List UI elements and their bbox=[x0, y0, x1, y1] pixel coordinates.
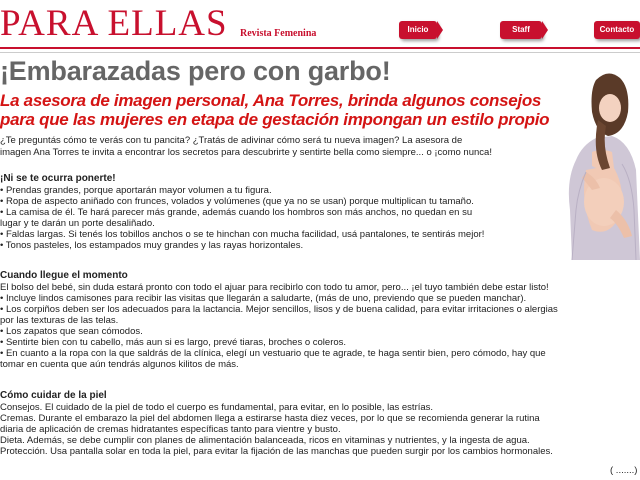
body-line: • Los corpiños deben ser los adecuados para la lactancia. Mejor sencillos, lisos y de buena calidad, para evitar irritaciones o alergias bbox=[0, 304, 558, 315]
section-body-piel bbox=[0, 402, 553, 457]
nav-staff-label: Staff bbox=[512, 25, 530, 34]
body-line: • Incluye lindos camisones para recibir las visitas que llegarán a saludarte, (más de uno, previendo que se pueden manchar). bbox=[0, 293, 527, 304]
body-line: Dieta. Además, se debe cumplir con planes de alimentación balanceada, ricos en vitaminas y nutrientes, y la ingesta de agua. bbox=[0, 435, 530, 446]
section-title-no-ponerte: ¡Ni se te ocurra ponerte! bbox=[0, 173, 116, 184]
intro-line: imagen Ana Torres te invita a encontrar los secretos para descubrirte y sentirte bella como siempre... o ¡como nunca! bbox=[0, 147, 492, 158]
nav-inicio-label: Inicio bbox=[407, 25, 429, 34]
body-line: tomar en cuenta que aún tendrás algunos kilitos de más. bbox=[0, 359, 239, 370]
article-intro bbox=[0, 135, 640, 159]
body-line: • En cuanto a la ropa con la que saldrás de la clínica, elegí un vestuario que te agrade, te haga sentir bien, pero cómodo, hay que bbox=[0, 348, 546, 359]
nav-inicio-button[interactable] bbox=[399, 21, 437, 39]
site-logo[interactable]: PARA ELLAS bbox=[0, 3, 228, 44]
body-line: Cremas. Durante el embarazo la piel del abdomen llega a estirarse hasta diez veces, por lo que se recomienda generar la rutina bbox=[0, 413, 540, 424]
body-line: diaria de aplicación de cremas hidratantes específicas tanto para vientre y busto. bbox=[0, 424, 341, 435]
article-subtitle: La asesora de imagen personal, Ana Torres, brinda algunos consejos para que las mujeres en etapa de gestación impongan un estilo propio bbox=[0, 91, 550, 129]
body-line: El bolso del bebé, sin duda estará pronto con todo el ajuar para recibirlo con todo tu amor, pero... ¡el tuyo también debe estar listo! bbox=[0, 282, 549, 293]
section-body-no-ponerte bbox=[0, 185, 484, 251]
body-line: • Ropa de aspecto aniñado con frunces, volados y volúmenes (que ya no se usan) porque multiplican tu tamaño. bbox=[0, 196, 474, 207]
article-title: ¡Embarazadas pero con garbo! bbox=[0, 56, 391, 86]
body-line: • Faldas largas. Si tenés los tobillos anchos o se te hinchan con mucha facilidad, usá pantalones, te sentirás mejor! bbox=[0, 229, 485, 240]
body-line: por las texturas de las telas. bbox=[0, 315, 119, 326]
body-line: • Tonos pasteles, los estampados muy grandes y las rayas horizontales. bbox=[0, 240, 304, 251]
header-divider-secondary bbox=[0, 52, 640, 53]
body-line: Protección. Usa pantalla solar en toda la piel, para evitar la fijación de las manchas que pueden surgir por los cambios hormonales. bbox=[0, 446, 553, 457]
section-body-momento bbox=[0, 282, 558, 370]
body-line: • La camisa de él. Te hará parecer más grande, además cuando los hombros son más anchos, no quedan en su bbox=[0, 207, 473, 218]
body-line: • Los zapatos que sean cómodos. bbox=[0, 326, 143, 337]
site-tagline: Revista Femenina bbox=[240, 28, 317, 39]
nav-contacto-label: Contacto bbox=[599, 25, 635, 34]
nav-contacto-button[interactable] bbox=[594, 21, 640, 39]
header-divider bbox=[0, 47, 640, 49]
site-header bbox=[0, 0, 640, 50]
section-title-piel: Cómo cuidar de la piel bbox=[0, 390, 107, 401]
body-line: lugar y te darán un porte desaliñado. bbox=[0, 218, 155, 229]
intro-line: ¿Te preguntás cómo te verás con tu pancita? ¿Tratás de adivinar cómo será tu nueva imagen? La asesora de bbox=[0, 135, 463, 146]
continued-marker: ( .......) bbox=[610, 465, 638, 476]
body-line: Consejos. El cuidado de la piel de todo el cuerpo es fundamental, para evitar, en lo posible, las estrías. bbox=[0, 402, 434, 413]
body-line: • Prendas grandes, porque aportarán mayor volumen a tu figura. bbox=[0, 185, 272, 196]
section-title-momento: Cuando llegue el momento bbox=[0, 270, 128, 281]
nav-arrow-icon bbox=[542, 21, 548, 39]
nav-arrow-icon bbox=[437, 21, 443, 39]
pregnant-woman-photo bbox=[552, 60, 640, 260]
nav-staff-button[interactable] bbox=[500, 21, 542, 39]
body-line: • Sentirte bien con tu cabello, más aun si es largo, prevé tiaras, broches o coleros. bbox=[0, 337, 347, 348]
